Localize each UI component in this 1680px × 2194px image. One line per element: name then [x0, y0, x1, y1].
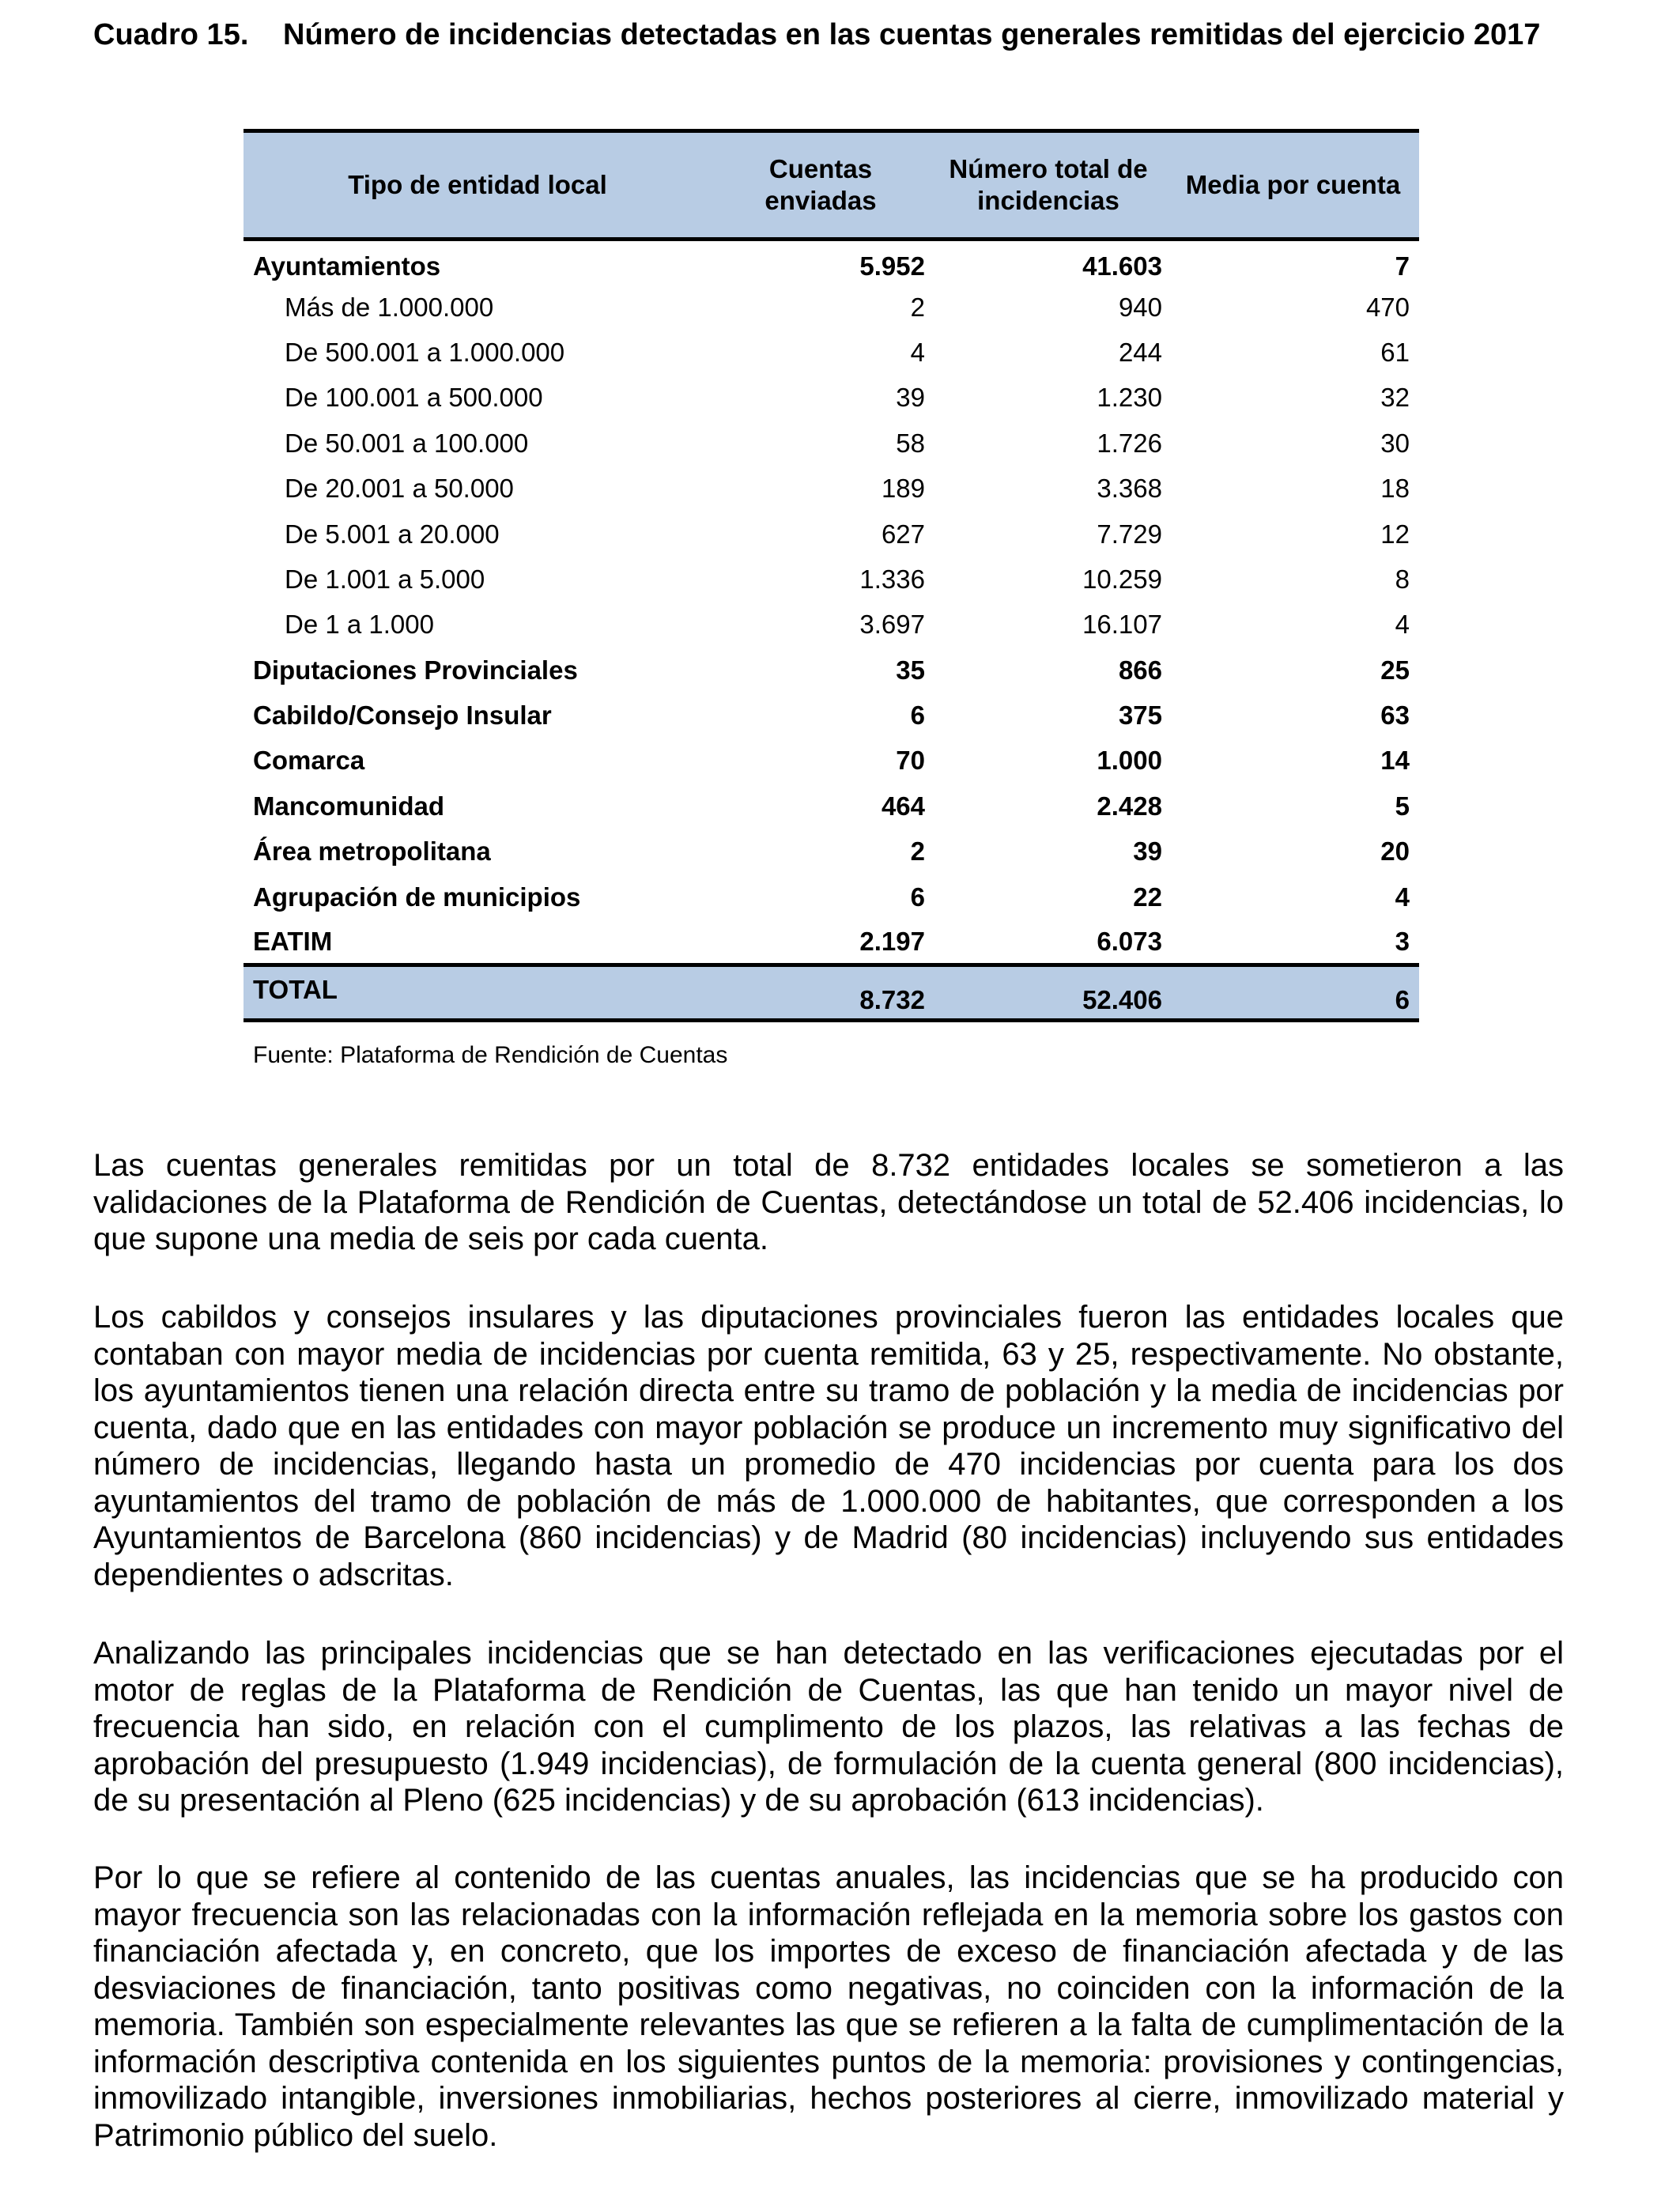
row-cuentas: 1.336	[859, 564, 925, 594]
row-cuentas: 70	[896, 746, 925, 776]
table-row	[244, 240, 1419, 285]
row-incidencias: 1.230	[1097, 383, 1162, 413]
table-row	[244, 920, 1419, 965]
row-cuentas: 58	[896, 428, 925, 458]
row-incidencias: 1.000	[1097, 746, 1162, 776]
row-name: Más de 1.000.000	[285, 292, 494, 322]
table-row	[244, 738, 1419, 784]
incidencias-table-container	[244, 129, 1419, 1022]
row-media: 20	[1380, 836, 1410, 867]
total-incidencias: 52.406	[930, 965, 1167, 1021]
row-media: 18	[1380, 474, 1410, 504]
table-row	[244, 285, 1419, 330]
table-header	[244, 131, 1419, 240]
row-media: 4	[1395, 610, 1410, 640]
row-name: De 50.001 a 100.000	[285, 428, 529, 458]
row-name: EATIM	[253, 926, 333, 956]
total-cuentas: 8.732	[712, 965, 930, 1021]
paragraph-3: Analizando las principales incidencias que se han detectado en las verificaciones ejecutadas por el motor de reglas de la Plataforma de Rendición de Cuentas, las que han tenido un mayor nivel de frecuencia han sido, en relación con el cumplimento de los plazos, las relativas a las fechas de aprobación del presupuesto (1.949 incidencias), de formulación de la cuenta general (800 incidencias), de su presentación al Pleno (625 incidencias) y de su aprobación (613 incidencias).	[93, 1636, 1564, 1818]
row-name: De 500.001 a 1.000.000	[285, 337, 565, 367]
row-media: 12	[1380, 519, 1410, 549]
row-incidencias: 22	[1133, 882, 1162, 912]
row-media: 30	[1380, 428, 1410, 458]
table-caption	[93, 16, 1550, 54]
row-name: Agrupación de municipios	[253, 882, 581, 912]
table-body	[244, 240, 1419, 1021]
row-media: 25	[1380, 655, 1410, 685]
row-name: Área metropolitana	[253, 836, 491, 867]
header-numero-incidencias: Número total de incidencias	[930, 131, 1167, 240]
table-row	[244, 602, 1419, 648]
row-name: Comarca	[253, 746, 365, 776]
header-media-cuenta: Media por cuenta	[1167, 131, 1419, 240]
row-media: 3	[1395, 926, 1410, 956]
row-media: 5	[1395, 791, 1410, 821]
paragraph-1: Las cuentas generales remitidas por un total de 8.732 entidades locales se sometieron a las validaciones de la Plataforma de Rendición de Cuentas, detectándose un total de 52.406 incidencias, lo que supone una media de seis por cada cuenta.	[93, 1148, 1564, 1256]
row-name: De 1.001 a 5.000	[285, 564, 485, 594]
incidencias-table	[244, 129, 1419, 1022]
table-row	[244, 512, 1419, 557]
table-row	[244, 874, 1419, 920]
row-name: Diputaciones Provinciales	[253, 655, 578, 685]
row-media: 32	[1380, 383, 1410, 413]
paragraph-4: Por lo que se refiere al contenido de las cuentas anuales, las incidencias que se ha producido con mayor frecuencia son las relacionadas con la información reflejada en la memoria sobre los gastos con financiación afectada y, en concreto, que los importes de exceso de financiación afectada y de las desviaciones de financiación, tanto positivas como negativas, no coinciden con la información de la memoria. También son especialmente relevantes las que se refieren a la falta de cumplimentación de la información descriptiva contenida en los siguientes puntos de la memoria: provisiones y contingencias, inmovilizado intangible, inversiones inmobiliarias, hechos posteriores al cierre, inmovilizado material y Patrimonio público del suelo.	[93, 1860, 1564, 2153]
table-row	[244, 557, 1419, 602]
table-total-row	[244, 965, 1419, 1021]
row-media: 7	[1395, 251, 1410, 281]
row-incidencias: 866	[1118, 655, 1162, 685]
row-cuentas: 6	[910, 882, 925, 912]
row-name: Mancomunidad	[253, 791, 445, 821]
row-media: 4	[1395, 882, 1410, 912]
row-name: De 1 a 1.000	[285, 610, 434, 640]
row-media: 61	[1380, 337, 1410, 367]
row-cuentas: 2	[910, 292, 925, 322]
row-name: Cabildo/Consejo Insular	[253, 700, 552, 731]
row-media: 14	[1380, 746, 1410, 776]
row-incidencias: 7.729	[1097, 519, 1162, 549]
table-source-note: Fuente: Plataforma de Rendición de Cuentas	[253, 1042, 728, 1068]
row-incidencias: 244	[1118, 337, 1162, 367]
table-row	[244, 421, 1419, 466]
row-cuentas: 2.197	[859, 926, 925, 956]
row-incidencias: 940	[1118, 292, 1162, 322]
row-incidencias: 10.259	[1082, 564, 1162, 594]
row-cuentas: 35	[896, 655, 925, 685]
paragraph-2: Los cabildos y consejos insulares y las diputaciones provinciales fueron las entidades locales que contaban con mayor media de incidencias por cuenta remitida, 63 y 25, respectivamente. No obstante, los ayuntamientos tienen una relación directa entre su tramo de población y la media de incidencias por cuenta, dado que en las entidades con mayor población se produce un incremento muy significativo del número de incidencias, llegando hasta un promedio de 470 incidencias por cuenta para los dos ayuntamientos del tramo de población de más de 1.000.000 de habitantes, que corresponden a los Ayuntamientos de Barcelona (860 incidencias) y de Madrid (80 incidencias) incluyendo sus entidades dependientes o adscritas.	[93, 1300, 1564, 1592]
total-label: TOTAL	[244, 965, 712, 1021]
row-name: De 100.001 a 500.000	[285, 383, 543, 413]
row-media: 8	[1395, 564, 1410, 594]
row-cuentas: 627	[881, 519, 925, 549]
row-cuentas: 6	[910, 700, 925, 731]
row-incidencias: 3.368	[1097, 474, 1162, 504]
row-incidencias: 6.073	[1097, 926, 1162, 956]
table-row	[244, 648, 1419, 693]
row-name: Ayuntamientos	[253, 251, 441, 281]
row-cuentas: 5.952	[859, 251, 925, 281]
table-row	[244, 693, 1419, 738]
row-incidencias: 16.107	[1082, 610, 1162, 640]
table-row	[244, 376, 1419, 421]
row-incidencias: 1.726	[1097, 428, 1162, 458]
header-cuentas-enviadas: Cuentas enviadas	[712, 131, 930, 240]
table-row	[244, 330, 1419, 375]
row-cuentas: 464	[881, 791, 925, 821]
total-media: 6	[1167, 965, 1419, 1021]
row-cuentas: 4	[910, 337, 925, 367]
row-incidencias: 41.603	[1082, 251, 1162, 281]
row-incidencias: 375	[1118, 700, 1162, 731]
header-tipo-entidad: Tipo de entidad local	[244, 131, 712, 240]
table-row	[244, 829, 1419, 874]
row-cuentas: 2	[910, 836, 925, 867]
row-incidencias: 39	[1133, 836, 1162, 867]
row-name: De 20.001 a 50.000	[285, 474, 514, 504]
row-name: De 5.001 a 20.000	[285, 519, 500, 549]
row-media: 63	[1380, 700, 1410, 731]
row-cuentas: 3.697	[859, 610, 925, 640]
row-incidencias: 2.428	[1097, 791, 1162, 821]
row-cuentas: 39	[896, 383, 925, 413]
row-cuentas: 189	[881, 474, 925, 504]
row-media: 470	[1365, 292, 1410, 322]
table-row	[244, 466, 1419, 511]
caption-label: Cuadro 15.	[93, 18, 249, 51]
table-row	[244, 784, 1419, 829]
caption-title: Número de incidencias detectadas en las cuentas generales remitidas del ejercicio 2017	[283, 18, 1541, 51]
